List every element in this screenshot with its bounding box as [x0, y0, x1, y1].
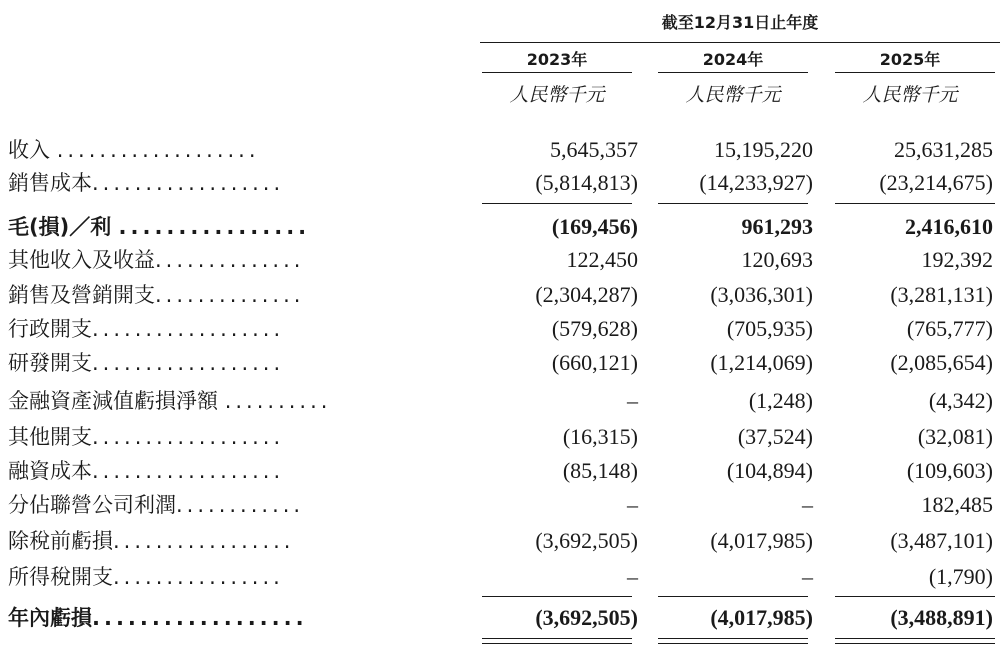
value-2023: (169,456)	[551, 214, 638, 239]
row-label: 銷售成本..................	[8, 171, 285, 195]
value-2024: (3,036,301)	[710, 282, 813, 307]
value-2023: 5,645,357	[550, 137, 638, 162]
value-2025: 192,392	[921, 247, 993, 272]
row-label: 研發開支..................	[8, 351, 285, 375]
value-2023: (2,304,287)	[535, 282, 638, 307]
year-header-2025: 2025年	[879, 50, 941, 69]
total-rule-2023	[482, 596, 632, 597]
period-underline	[480, 42, 1000, 43]
value-2024: (14,233,927)	[699, 170, 813, 195]
double-rule-top-2025	[835, 638, 995, 639]
row-label: 行政開支..................	[8, 317, 285, 341]
value-2023: (85,148)	[562, 458, 638, 483]
value-2025: (3,281,131)	[890, 282, 993, 307]
row-label: 毛(損)／利 ................	[8, 215, 311, 239]
period-header: 截至12月31日止年度	[661, 13, 819, 32]
double-rule-bottom-2023	[482, 643, 632, 644]
subtotal-rule-2023	[482, 203, 632, 204]
subtotal-rule-2025	[835, 203, 995, 204]
value-2025: (2,085,654)	[890, 350, 993, 375]
value-2024: (37,524)	[737, 424, 813, 449]
unit-label-2023: 人民幣千元	[509, 84, 605, 106]
value-2024: 961,293	[741, 214, 813, 239]
value-2024: (1,248)	[748, 388, 813, 413]
row-cost-of-sales	[0, 168, 1000, 198]
value-2023: (660,121)	[551, 350, 638, 375]
value-2025: (765,777)	[906, 316, 993, 341]
year-underline-2023	[482, 72, 632, 73]
value-2023: (3,692,505)	[535, 605, 638, 630]
unit-label-2025: 人民幣千元	[862, 84, 958, 106]
value-2023: (5,814,813)	[535, 170, 638, 195]
value-2023: 122,450	[566, 247, 638, 272]
year-header-2024: 2024年	[702, 50, 764, 69]
value-2023: (579,628)	[551, 316, 638, 341]
double-rule-bottom-2024	[658, 643, 808, 644]
row-loss-for-year	[0, 603, 1000, 633]
row-finance-costs	[0, 456, 1000, 486]
double-rule-top-2024	[658, 638, 808, 639]
value-2023: –	[627, 388, 638, 413]
value-2024: (1,214,069)	[710, 350, 813, 375]
row-label: 收入 ...................	[8, 138, 260, 162]
value-2025: (1,790)	[928, 564, 993, 589]
value-2024: (4,017,985)	[710, 605, 813, 630]
row-income-tax	[0, 562, 1000, 592]
value-2024: –	[802, 492, 813, 517]
row-label: 年內虧損..................	[8, 606, 308, 630]
value-2023: –	[627, 564, 638, 589]
row-rd-expenses	[0, 348, 1000, 378]
value-2023: –	[627, 492, 638, 517]
row-other-expenses	[0, 422, 1000, 452]
row-label: 其他開支..................	[8, 425, 285, 449]
value-2024: –	[802, 564, 813, 589]
value-2023: (16,315)	[562, 424, 638, 449]
value-2025: (4,342)	[928, 388, 993, 413]
value-2025: (23,214,675)	[879, 170, 993, 195]
year-underline-2024	[658, 72, 808, 73]
row-selling-expenses	[0, 280, 1000, 310]
value-2025: (32,081)	[917, 424, 993, 449]
value-2024: 15,195,220	[714, 137, 813, 162]
value-2024: (104,894)	[726, 458, 813, 483]
total-rule-2024	[658, 596, 808, 597]
row-label: 融資成本..................	[8, 459, 285, 483]
total-rule-2025	[835, 596, 995, 597]
row-share-of-associates	[0, 490, 1000, 520]
row-revenue	[0, 135, 1000, 165]
row-gross-profit	[0, 212, 1000, 242]
value-2025: 182,485	[921, 492, 993, 517]
row-admin-expenses	[0, 314, 1000, 344]
year-header-2023: 2023年	[526, 50, 588, 69]
value-2024: 120,693	[741, 247, 813, 272]
row-loss-before-tax	[0, 526, 1000, 556]
value-2025: (3,487,101)	[890, 528, 993, 553]
row-label: 其他收入及收益..............	[8, 248, 305, 272]
value-2025: (3,488,891)	[890, 605, 993, 630]
value-2025: (109,603)	[906, 458, 993, 483]
double-rule-bottom-2025	[835, 643, 995, 644]
row-label: 所得稅開支................	[8, 565, 284, 589]
subtotal-rule-2024	[658, 203, 808, 204]
row-label: 除稅前虧損.................	[8, 529, 295, 553]
row-impairment-losses	[0, 386, 1000, 416]
value-2023: (3,692,505)	[535, 528, 638, 553]
value-2025: 2,416,610	[905, 214, 993, 239]
double-rule-top-2023	[482, 638, 632, 639]
value-2025: 25,631,285	[894, 137, 993, 162]
row-other-income	[0, 245, 1000, 275]
row-label: 銷售及營銷開支..............	[8, 283, 305, 307]
row-label: 金融資產減值虧損淨額 ..........	[8, 389, 332, 413]
year-underline-2025	[835, 72, 995, 73]
row-label: 分佔聯營公司利潤............	[8, 493, 305, 517]
unit-label-2024: 人民幣千元	[685, 84, 781, 106]
value-2024: (705,935)	[726, 316, 813, 341]
value-2024: (4,017,985)	[710, 528, 813, 553]
